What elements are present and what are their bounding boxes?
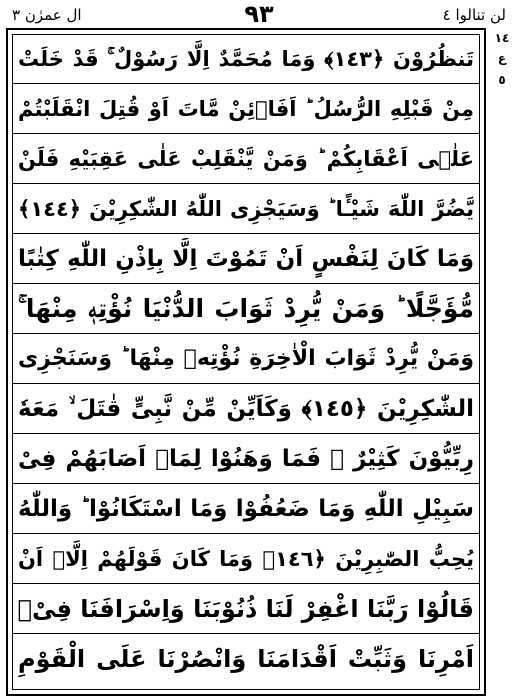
line-text: سَبِيْلِ اللّٰهِ وَمَا ضَعُفُوْا وَمَا اسْتَكَانُوْا ؕ وَاللّٰهُ <box>18 496 474 522</box>
page-number: ٩٣ <box>244 0 274 28</box>
margin-ruku-marker <box>488 30 516 690</box>
line-text: رِبِّيُّوْنَ كَثِيْرٌ ۚ فَمَا وَهَنُوْا لِمَاۤ اَصَابَهُمْ فِىْ <box>18 446 474 472</box>
text-line <box>12 284 480 334</box>
line-text: مُّؤَجَّلًا ؕ وَمَنْ يُّرِدْ ثَوَابَ الدُّنْيَا نُؤْتِهٖ مِنْهَا ۚ <box>18 294 474 323</box>
text-line <box>12 384 480 434</box>
line-text: الشّٰكِرِيْنَ ﴿١٤٥﴾ وَكَاَيِّنْ مِّنْ نَّبِىٍّ قٰتَلَ ۙ مَعَهٗ <box>18 396 474 422</box>
line-text: قَالُوْا رَبَّنَا اغْفِرْ لَنَا ذُنُوْبَنَا وَاِسْرَافَنَا فِىْۤ <box>18 595 474 623</box>
margin-mark-3: ٥ <box>498 73 506 87</box>
margin-mark-1: ١٤ <box>494 31 510 45</box>
text-line <box>12 484 480 534</box>
surah-name: ال عمرٰن ٣ <box>12 6 82 24</box>
line-text: يَّضُرَّ اللّٰهَ شَيْـًٔا ؕ وَسَيَجْزِى اللّٰهُ الشّٰكِرِيْنَ ﴿١٤٤﴾ <box>18 197 474 221</box>
text-line <box>12 434 480 484</box>
text-line <box>12 84 480 134</box>
text-line <box>12 634 480 690</box>
line-text: تَنظُرُوْنَ ﴿١٤٣﴾ وَمَا مُحَمَّدٌ اِلَّا رَسُوْلٌ ۚ قَدْ خَلَتْ <box>18 47 474 71</box>
juz-name: لن تنالوا ٤ <box>442 6 506 24</box>
text-line <box>12 134 480 184</box>
line-text: اَمْرِنَا وَثَبِّتْ اَقْدَامَنَا وَانْصُرْنَا عَلَى الْقَوْمِ <box>18 645 474 673</box>
line-text: يُحِبُّ الصّٰبِرِيْنَ ﴿١٤٦﴾ وَمَا كَانَ قَوْلَهُمْ اِلَّاۤ اَنْ <box>18 547 474 571</box>
text-line <box>12 334 480 384</box>
text-line <box>12 534 480 584</box>
line-text: مِنْ قَبْلِهِ الرُّسُلُ ؕ اَفَاۡئِنْ مَّاتَ اَوْ قُتِلَ انْقَلَبْتُمْ <box>18 97 474 121</box>
page-header <box>8 2 510 28</box>
line-text: عَلٰۤى اَعْقَابِكُمْ ؕ وَمَنْ يَّنْقَلِبْ عَلٰى عَقِبَيْهِ فَلَنْ <box>18 147 474 171</box>
text-line <box>12 34 480 84</box>
text-line <box>12 234 480 284</box>
text-line <box>12 184 480 234</box>
text-block <box>12 34 480 690</box>
margin-mark-2: ع <box>497 51 507 65</box>
text-line <box>12 584 480 634</box>
line-text: وَمَا كَانَ لِنَفْسٍ اَنْ تَمُوْتَ اِلَّا بِاِذْنِ اللّٰهِ كِتٰبًا <box>18 246 474 272</box>
line-text: وَمَنْ يُّرِدْ ثَوَابَ الْاٰخِرَةِ نُؤْتِهٖ مِنْهَا ؕ وَسَنَجْزِى <box>18 346 474 371</box>
